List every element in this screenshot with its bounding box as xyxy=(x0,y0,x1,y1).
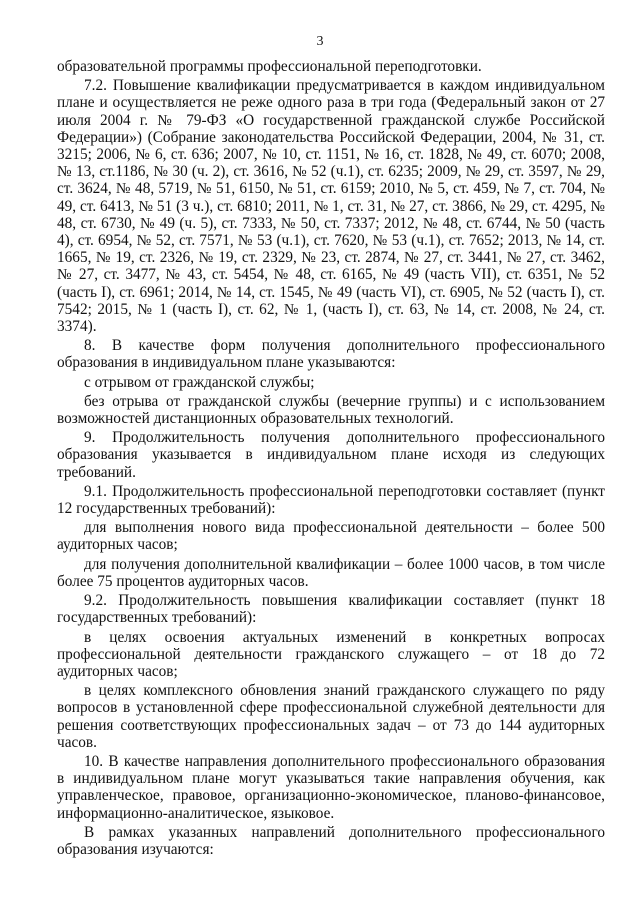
paragraph: с отрывом от гражданской службы; xyxy=(84,373,315,391)
paragraph: 9. Продолжительность получения дополнительного профессионального образования указывается в индивидуальном плане исходя из следующих требований. xyxy=(57,429,605,481)
paragraph: 9.1. Продолжительность профессиональной переподготовки составляет (пункт 12 государственных требований): xyxy=(57,482,605,518)
paragraph: для получения дополнительной квалификации – более 1000 часов, в том числе более 75 процентов аудиторных часов. xyxy=(57,555,605,590)
paragraph: 8. В качестве форм получения дополнительного профессионального образования в индивидуальном плане указываются: xyxy=(57,337,605,372)
paragraph: в целях комплексного обновления знаний гражданского служащего по ряду вопросов в установленной сфере профессиональной служебной деятельности для решения соответствующих профессиональных задач – от 73 до 144 аудиторных часов. xyxy=(57,682,605,751)
document-body xyxy=(57,58,605,860)
paragraph: 9.2. Продолжительность повышения квалификации составляет (пункт 18 государственных требований): xyxy=(57,592,605,627)
paragraph: 7.2. Повышение квалификации предусматривается в каждом индивидуальном плане и осуществляется не реже одного раза в три года (Федеральный закон от 27 июля 2004 г. № 79-ФЗ «О государственной гражданской службе Российской Федерации») (Собрание законодательства Российской Федерации, 2004, № 31, ст. 3215; 2006, № 6, ст. 636; 2007, № 10, ст. 1151, № 16, ст. 1828, № 49, ст. 6070; 2008, № 13, ст.1186, № 30 (ч. 2), ст. 3616, № 52 (ч.1), ст. 6235; 2009, № 29, ст. 3597, № 29, ст. 3624, № 48, 5719, № 51, 6150, № 51, ст. 6159; 2010, № 5, ст. 459, № 7, ст. 704, № 49, ст. 6413, № 51 (3 ч.), ст. 6810; 2011, № 1, ст. 31, № 27, ст. 3866, № 29, ст. 4295, № 48, ст. 6730, № 49 (ч. 5), ст. 7333, № 50, ст. 7337; 2012, № 48, ст. 6744, № 50 (часть 4), ст. 6954, № 52, ст. 7571, № 53 (ч.1), ст. 7620, № 53 (ч.1), ст. 7652; 2013, № 14, ст. 1665, № 19, ст. 2326, № 19, ст. 2329, № 23, ст. 2874, № 27, ст. 3441, № 27, ст. 3462, № 27, ст. 3477, № 43, ст. 5454, № 48, ст. 6165, № 49 (часть VII), ст. 6351, № 52 (часть I), ст. 6961; 2014, № 14, ст. 1545, № 49 (часть VI), ст. 6905, № 52 (часть I), ст. 7542; 2015, № 1 (часть I), ст. 62, № 1, (часть I), ст. 63, № 14, ст. 2008, № 24, ст. 3374). xyxy=(57,77,605,336)
paragraph: для выполнения нового вида профессиональной деятельности – более 500 аудиторных часов; xyxy=(57,519,605,554)
paragraph: 10. В качестве направления дополнительного профессионального образования в индивидуальном плане могут указываться такие направления обучения, как управленческое, правовое, организационно-экономическое, планово-финансовое, информационно-аналитическое, языковое. xyxy=(57,752,605,822)
page-number: 3 xyxy=(316,34,324,49)
paragraph: образовательной программы профессиональной переподготовки. xyxy=(57,58,482,75)
paragraph: в целях освоения актуальных изменений в конкретных вопросах профессиональной деятельности гражданского служащего – от 18 до 72 аудиторных часов; xyxy=(57,628,605,680)
paragraph: В рамках указанных направлений дополнительного профессионального образования изучаются: xyxy=(57,823,605,858)
paragraph: без отрыва от гражданской службы (вечерние группы) и с использованием возможностей дистанционных образовательных технологий. xyxy=(57,392,605,428)
